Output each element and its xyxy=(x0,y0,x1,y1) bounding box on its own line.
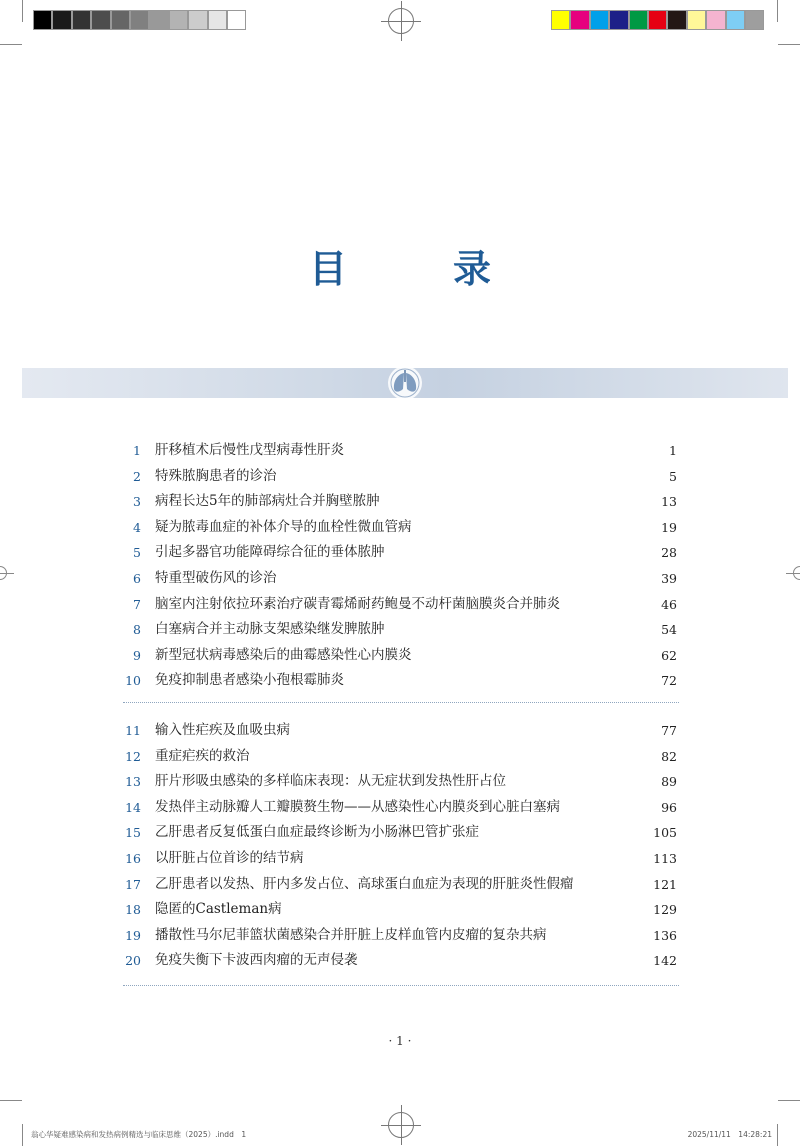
toc-entry[interactable] xyxy=(123,923,679,949)
registration-mark-top xyxy=(388,8,414,34)
toc-entry-title: 新型冠状病毒感染后的曲霉感染性心内膜炎 xyxy=(155,646,412,663)
toc-entry[interactable] xyxy=(123,769,679,795)
toc-entry-title: 以肝脏占位首诊的结节病 xyxy=(155,849,304,866)
color-swatch xyxy=(188,10,207,30)
toc-entry[interactable] xyxy=(123,897,679,923)
color-swatch xyxy=(91,10,110,30)
toc-entry[interactable] xyxy=(123,795,679,821)
toc-entry-number: 11 xyxy=(125,723,141,738)
toc-entry-number: 13 xyxy=(125,774,141,790)
grayscale-color-bar xyxy=(33,10,246,30)
lungs-emblem-icon xyxy=(382,364,428,402)
toc-entry-page: 72 xyxy=(661,673,677,689)
toc-entry-page: 5 xyxy=(669,468,677,484)
toc-entry[interactable] xyxy=(123,592,679,618)
footer-file-name: 翁心华疑难感染病和发热病例精选与临床思维（2025）.indd 1 xyxy=(31,1130,247,1139)
crop-mark xyxy=(778,1100,800,1101)
toc-entry-number: 16 xyxy=(125,850,141,866)
toc-entry-title: 乙肝患者反复低蛋白血症最终诊断为小肠淋巴管扩张症 xyxy=(155,824,479,841)
toc-entry-title: 重症疟疾的救治 xyxy=(155,747,250,764)
color-swatch xyxy=(609,10,628,30)
color-swatch xyxy=(590,10,609,30)
color-swatch xyxy=(52,10,71,30)
footer-timestamp: 2025/11/11 14:28:21 xyxy=(687,1130,772,1139)
toc-entry-number: 6 xyxy=(133,570,141,586)
crop-mark xyxy=(778,44,800,45)
toc-entry-number: 1 xyxy=(133,443,141,458)
color-swatch xyxy=(726,10,745,30)
color-swatch xyxy=(111,10,130,30)
toc-entry-number: 14 xyxy=(125,799,141,815)
cmyk-color-bar xyxy=(551,10,764,30)
toc-entry[interactable] xyxy=(123,718,679,744)
toc-entry-page: 105 xyxy=(653,825,677,841)
toc-entry-page: 136 xyxy=(653,927,677,943)
side-registration-mark-left xyxy=(0,566,7,580)
color-swatch xyxy=(745,10,764,30)
toc-entry-title: 播散性马尔尼菲篮状菌感染合并肝脏上皮样血管内皮瘤的复杂共病 xyxy=(155,926,547,943)
crop-mark xyxy=(777,1124,778,1146)
toc-entry-number: 9 xyxy=(133,647,141,663)
section-divider xyxy=(123,702,679,703)
crop-mark xyxy=(0,1100,22,1101)
toc-entry-title: 乙肝患者以发热、肝内多发占位、高球蛋白血症为表现的肝脏炎性假瘤 xyxy=(155,875,574,892)
toc-entry-number: 2 xyxy=(133,468,141,484)
toc-entry[interactable] xyxy=(123,540,679,566)
toc-entry[interactable] xyxy=(123,489,679,515)
toc-entry[interactable] xyxy=(123,438,679,464)
toc-entry-page: 77 xyxy=(661,723,677,738)
toc-entry-title: 免疫抑制患者感染小孢根霉肺炎 xyxy=(155,672,344,689)
toc-entry-number: 12 xyxy=(125,748,141,764)
color-swatch xyxy=(629,10,648,30)
toc-entry-page: 28 xyxy=(661,545,677,561)
color-swatch xyxy=(130,10,149,30)
color-swatch xyxy=(227,10,246,30)
toc-entry-page: 46 xyxy=(661,596,677,612)
toc-entry-page: 142 xyxy=(653,953,677,969)
page-number: · 1 · xyxy=(388,1034,412,1048)
color-swatch xyxy=(570,10,589,30)
toc-entry[interactable] xyxy=(123,643,679,669)
toc-entry-page: 62 xyxy=(661,647,677,663)
toc-entry-page: 19 xyxy=(661,519,677,535)
toc-entry-title: 输入性疟疾及血吸虫病 xyxy=(155,722,290,738)
toc-entry-title: 特殊脓胸患者的诊治 xyxy=(155,467,277,484)
toc-entry-number: 8 xyxy=(133,622,141,638)
toc-entry[interactable] xyxy=(123,820,679,846)
toc-entry-number: 4 xyxy=(133,519,141,535)
toc-entry[interactable] xyxy=(123,617,679,643)
color-swatch xyxy=(169,10,188,30)
crop-mark xyxy=(22,1124,23,1146)
toc-entry-number: 17 xyxy=(125,876,141,892)
toc-entry-title: 病程长达5年的肺部病灶合并胸壁脓肿 xyxy=(155,493,380,510)
toc-entry-page: 54 xyxy=(661,622,677,638)
toc-entry-number: 20 xyxy=(125,953,141,969)
color-swatch xyxy=(667,10,686,30)
toc-entry-title: 引起多器官功能障碍综合征的垂体脓肿 xyxy=(155,544,385,561)
color-swatch xyxy=(687,10,706,30)
toc-entry-page: 129 xyxy=(653,902,677,918)
toc-section-1 xyxy=(123,438,679,694)
toc-entry-title: 肝片形吸虫感染的多样临床表现：从无症状到发热性肝占位 xyxy=(155,773,506,790)
toc-entry[interactable] xyxy=(123,464,679,490)
toc-entry[interactable] xyxy=(123,846,679,872)
toc-entry-number: 7 xyxy=(133,596,141,612)
page-title: 目 录 xyxy=(308,247,525,291)
toc-entry-page: 13 xyxy=(661,494,677,510)
color-swatch xyxy=(72,10,91,30)
toc-entry-page: 89 xyxy=(661,774,677,790)
toc-entry-number: 5 xyxy=(133,545,141,561)
toc-entry-page: 1 xyxy=(669,443,677,458)
toc-entry-page: 82 xyxy=(661,748,677,764)
color-swatch xyxy=(551,10,570,30)
toc-entry-title: 隐匿的Castleman病 xyxy=(155,901,282,918)
toc-entry[interactable] xyxy=(123,744,679,770)
color-swatch xyxy=(33,10,52,30)
toc-entry[interactable] xyxy=(123,668,679,694)
toc-entry[interactable] xyxy=(123,872,679,898)
toc-entry-title: 特重型破伤风的诊治 xyxy=(155,569,277,586)
toc-entry-page: 96 xyxy=(661,799,677,815)
toc-entry-title: 疑为脓毒血症的补体介导的血栓性微血管病 xyxy=(155,518,412,535)
crop-mark xyxy=(22,0,23,22)
toc-entry-number: 3 xyxy=(133,494,141,510)
color-swatch xyxy=(208,10,227,30)
toc-entry-number: 18 xyxy=(125,902,141,918)
toc-entry-title: 发热伴主动脉瓣人工瓣膜赘生物——从感染性心内膜炎到心脏白塞病 xyxy=(155,798,560,815)
toc-entry[interactable] xyxy=(123,948,679,974)
toc-entry-page: 121 xyxy=(653,876,677,892)
toc-section-2 xyxy=(123,718,679,974)
section-divider xyxy=(123,985,679,986)
registration-mark-bottom xyxy=(388,1112,414,1138)
toc-entry-title: 脑室内注射依拉环素治疗碳青霉烯耐药鲍曼不动杆菌脑膜炎合并肺炎 xyxy=(155,595,560,612)
toc-entry-number: 10 xyxy=(125,673,141,689)
toc-entry[interactable] xyxy=(123,566,679,592)
side-registration-mark-right xyxy=(793,566,800,580)
toc-entry-number: 15 xyxy=(125,825,141,841)
crop-mark xyxy=(0,44,22,45)
toc-entry-title: 肝移植术后慢性戊型病毒性肝炎 xyxy=(155,442,344,458)
toc-entry-number: 19 xyxy=(125,927,141,943)
toc-entry[interactable] xyxy=(123,515,679,541)
color-swatch xyxy=(149,10,168,30)
toc-entry-page: 39 xyxy=(661,570,677,586)
toc-entry-title: 白塞病合并主动脉支架感染继发脾脓肿 xyxy=(155,621,385,638)
color-swatch xyxy=(648,10,667,30)
color-swatch xyxy=(706,10,725,30)
toc-entry-title: 免疫失衡下卡波西肉瘤的无声侵袭 xyxy=(155,952,358,969)
toc-entry-page: 113 xyxy=(653,850,677,866)
crop-mark xyxy=(777,0,778,22)
